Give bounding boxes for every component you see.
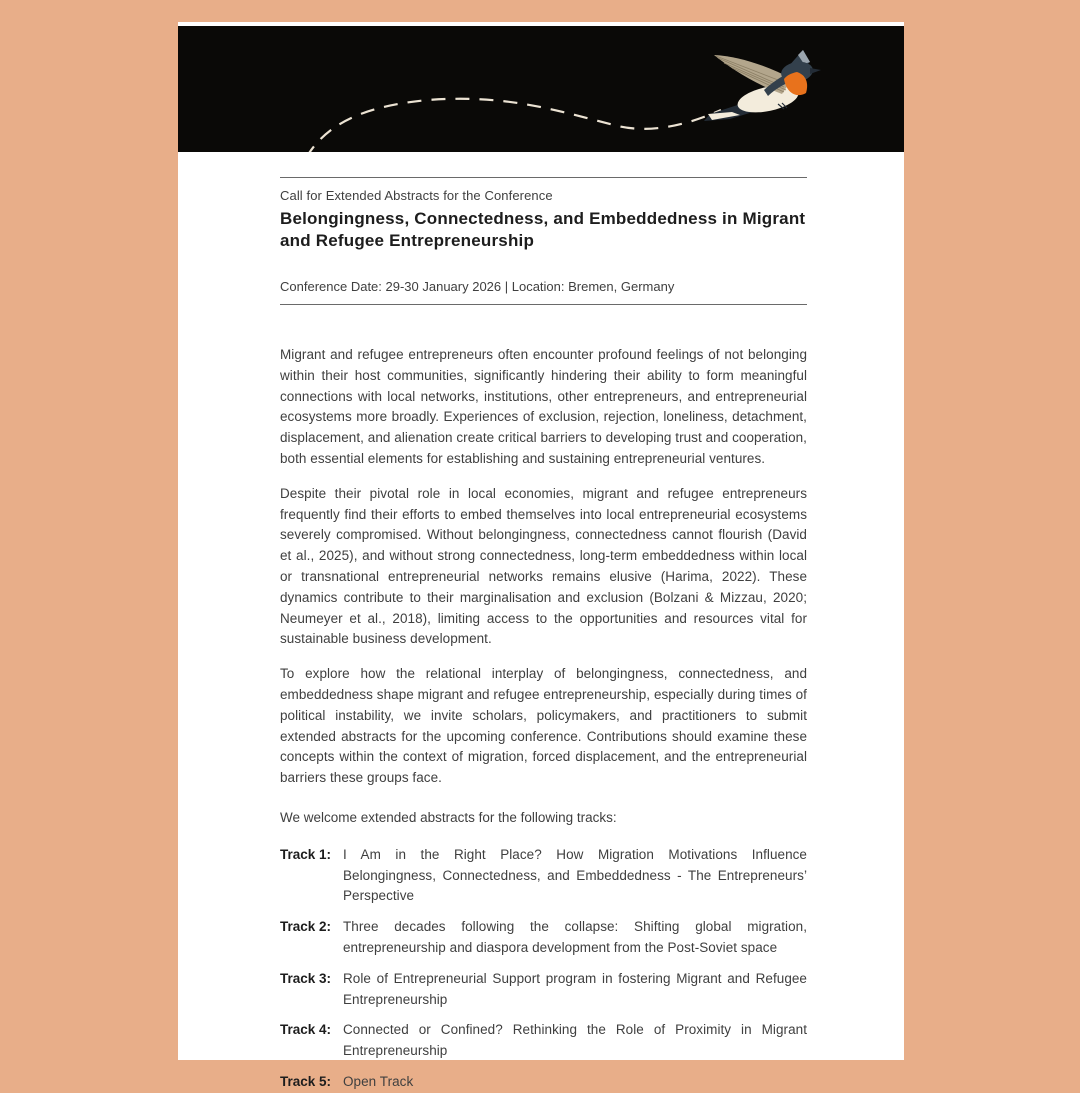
track-text: Open Track <box>343 1073 414 1089</box>
document-page <box>178 22 904 1089</box>
document-content <box>178 177 904 1093</box>
track-label: Track 2: <box>280 919 332 935</box>
paragraph-belonging: Migrant and refugee entrepreneurs often encounter profound feelings of not belonging within their host communities, significantly hindering their ability to form meaningful connections with local networks, institutions, other entrepreneurs, and entrepreneurial ecosystems more broadly. Experiences of exclusion, rejection, loneliness, detachment, displacement, and alienation create critical barriers to developing trust and cooperation, both essential elements for establishing and sustaining entrepreneurial ventures. <box>280 347 807 466</box>
track-text: Connected or Confined? Rethinking the Role of Proximity in Migrant Entrepreneurship <box>343 1022 807 1059</box>
track-row-3 <box>280 969 807 1011</box>
track-text: Role of Entrepreneurial Support program in fostering Migrant and Refugee Entrepreneurship <box>343 970 807 1007</box>
conference-title: Belongingness, Connectedness, and Embeddedness in Migrant and Refugee Entrepreneurship <box>280 209 806 250</box>
paragraph-invitation: To explore how the relational interplay of belongingness, connectedness, and embeddedness shape migrant and refugee entrepreneurship, especially during times of political instability, we invite scholars, policymakers, and practitioners to submit extended abstracts for the upcoming conference. Contributions should examine these concepts within the context of migration, forced displacement, and the entrepreneurial barriers these groups face. <box>280 666 807 786</box>
body-copy <box>280 305 807 1093</box>
conference-date-location: Conference Date: 29-30 January 2026 | Location: Bremen, Germany <box>280 279 675 294</box>
call-eyebrow-text: Call for Extended Abstracts for the Conference <box>280 188 553 203</box>
track-row-2 <box>280 917 807 959</box>
track-row-1 <box>280 845 807 907</box>
track-row-4 <box>280 1020 807 1062</box>
track-label: Track 3: <box>280 970 332 986</box>
track-label: Track 4: <box>280 1022 332 1038</box>
track-text: Three decades following the collapse: Shifting global migration, entrepreneurship and diaspora development from the Post-Soviet space <box>343 919 807 955</box>
track-label: Track 1: <box>280 846 332 862</box>
track-row-5 <box>280 1072 807 1093</box>
track-label: Track 5: <box>280 1073 332 1089</box>
track-text: I Am in the Right Place? How Migration Motivations Influence Belongingness, Connectedness, and Embeddedness - The Entrepreneurs’ Perspective <box>343 846 807 904</box>
header-banner <box>178 26 904 152</box>
tracks-intro: We welcome extended abstracts for the following tracks: <box>280 809 617 825</box>
swallow-bird-icon <box>700 42 830 128</box>
paragraph-embedding: Despite their pivotal role in local economies, migrant and refugee entrepreneurs frequently find their efforts to embed themselves into local entrepreneurial ecosystems severely compromised. Without belongingness, connectedness cannot flourish (David et al., 2025), and without strong connectedness, long-term embeddedness within local or transnational entrepreneurial networks remains elusive (Harima, 2022). These dynamics contribute to their marginalisation and exclusion (Bolzani & Mizzau, 2020; Neumeyer et al., 2018), limiting access to the opportunities and resources vital for sustainable business development. <box>280 485 807 647</box>
